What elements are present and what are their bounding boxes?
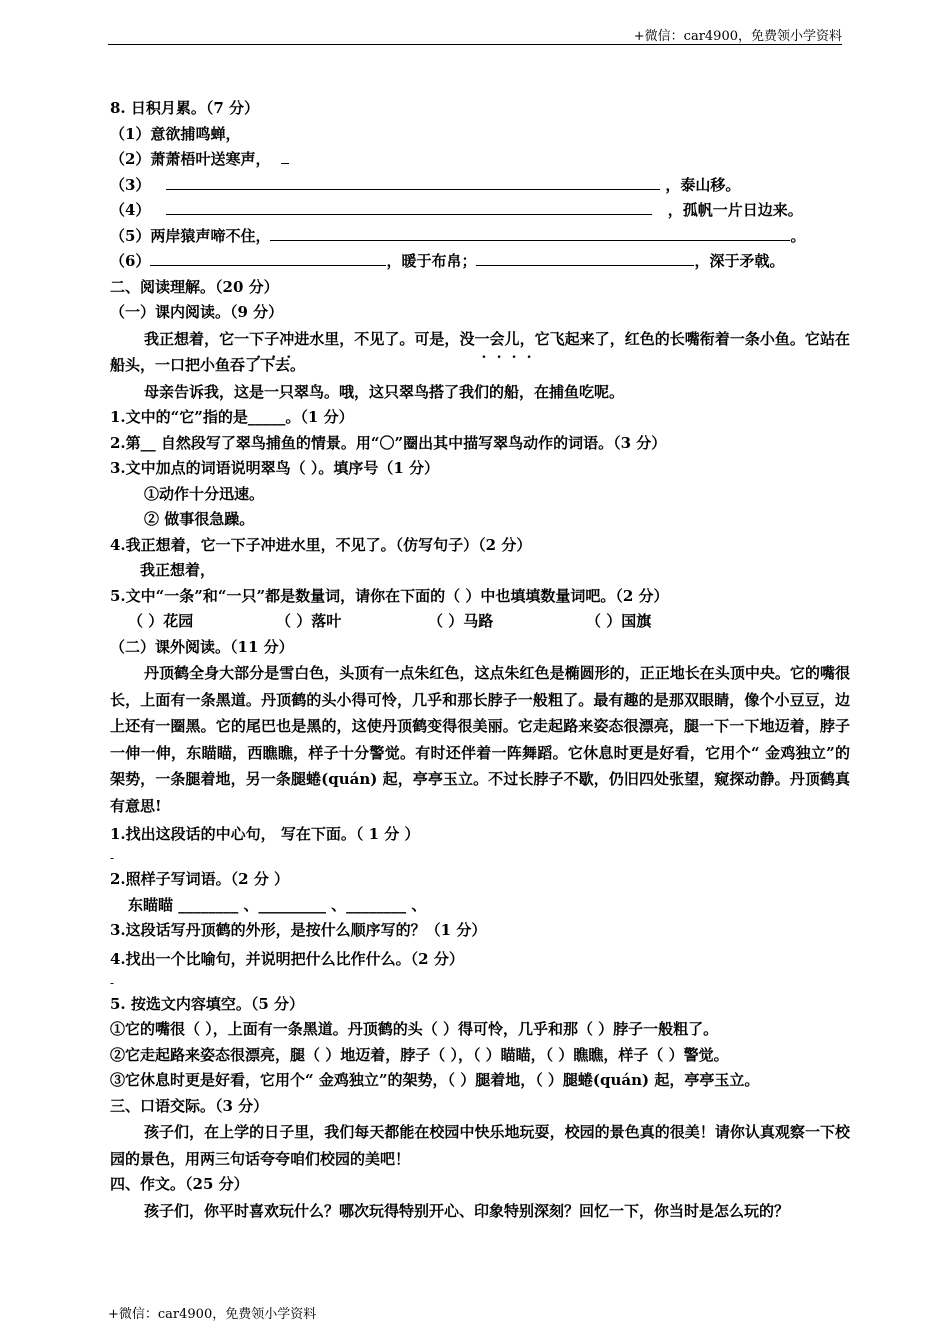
page-footer: +微信：car4900，免费领小学资料 (108, 1307, 317, 1322)
q8-title: 8. 日积月累。（7 分） (110, 99, 260, 117)
q8-line-4: （4） ，孤帆一片日边来。 (110, 198, 850, 224)
passage-kingfisher-1: 我正想着，它一下子冲进水里，不见了。可是，没一会儿，它飞起来了，红色的长嘴衔着一条小鱼。它站在船头，一口把小鱼吞了下去。 (110, 329, 850, 374)
blank[interactable] (166, 173, 660, 190)
passage-crane: 丹顶鹤全身大部分是雪白色，头顶有一点朱红色，这点朱红色是椭圆形的，正正地长在头顶中央。它的嘴很长，上面有一条黑道。丹顶鹤的头小得可怜，几乎和那长脖子一般粗了。最有趣的是那双眼睛，像个小豆豆，边上还有一圈黑。它的尾巴也是黑的，这使丹顶鹤变得很美丽。它走起路来姿态很漂亮，腿一下一下地迈着，脖子一伸一伸，东瞄瞄，西瞧瞧，样子十分警觉。有时还伴着一阵舞蹈。它休息时更是好看，它用个“ 金鸡独立”的架势，一条腿着地，另一条腿蜷(quán) 起，亭亭玉立。不过长脖子不歇，仍旧四处张望，窥探动静。丹顶鹤真有意思! (110, 664, 850, 815)
document-body (110, 96, 850, 1224)
section-3-title: 三、口语交际。（3 分） (110, 1096, 269, 1115)
reading-question-5-a: ①它的嘴很（ ），上面有一条黑道。丹顶鹤的头（ ）得可怜，几乎和那（ ）脖子一般粗了。 (110, 1020, 719, 1038)
dotted-word: 没一会儿 (459, 329, 520, 348)
blank[interactable] (150, 249, 386, 266)
reading-question-3: 3.这段话写丹顶鹤的外形，是按什么顺序写的？（1 分） (110, 921, 487, 939)
option: （ ）落叶 (276, 612, 342, 630)
question-4-answer: 我正想着， (140, 561, 216, 579)
blank[interactable] (270, 224, 790, 241)
section-3-text: 孩子们，在上学的日子里，我们每天都能在校园中快乐地玩耍，校园的景色真的很美！请你认真观察一下校园的景色，用两三句话夸夸咱们校园的美吧！ (110, 1123, 850, 1168)
dotted-word: 一下子 (234, 329, 280, 348)
question-1: 1.文中的“它”指的是_____。（1 分） (110, 408, 354, 426)
reading-question-2: 2.照样子写词语。（2 分 ） (110, 870, 290, 888)
q8-line-1: （1）意欲捕鸣蝉， (110, 124, 241, 143)
q8-line-3: （3） ，泰山移。 (110, 173, 850, 199)
section-4-text: 孩子们，你平时喜欢玩什么？哪次玩得特别开心、印象特别深刻？回忆一下，你当时是怎么玩的？ (144, 1201, 790, 1220)
answer-line: - (110, 975, 115, 990)
question-3-option-1: ①动作十分迅速。 (144, 484, 265, 503)
passage-kingfisher-2: 母亲告诉我，这是一只翠鸟。哦，这只翠鸟搭了我们的船，在捕鱼吃呢。 (144, 382, 625, 401)
section-2-title: 二、阅读理解。（20 分） (110, 277, 279, 296)
question-2: 2.第__ 自然段写了翠鸟捕鱼的情景。用“〇”圈出其中描写翠鸟动作的词语。（3 分） (110, 433, 667, 452)
section-4-title: 四、作文。（25 分） (110, 1175, 249, 1193)
option: （ ）花园 (128, 612, 194, 630)
part-1-title: （一）课内阅读。（9 分） (110, 303, 284, 321)
reading-question-4: 4.找出一个比喻句，并说明把什么比作什么。（2 分） (110, 949, 464, 968)
reading-question-5-b: ②它走起路来姿态很漂亮，腿（ ）地迈着，脖子（ ），（ ）瞄瞄，（ ）瞧瞧，样子（ ）警觉。 (110, 1045, 729, 1064)
question-3: 3.文中加点的词语说明翠鸟（ ）。填序号（1 分） (110, 459, 440, 477)
question-5-options (110, 609, 850, 635)
question-3-option-2: ② 做事很急躁。 (144, 510, 255, 528)
reading-question-2-answer: 东瞄瞄 ________ 、_________ 、________ 、 (128, 895, 427, 914)
reading-question-5-c: ③它休息时更是好看，它用个“ 金鸡独立”的架势，（ ）腿着地，（ ）腿蜷(quán) 起，亭亭玉立。 (110, 1071, 760, 1089)
q8-line-5: （5）两岸猿声啼不住， 。 (110, 224, 850, 250)
reading-question-1: 1.找出这段话的中心句， 写在下面。（ 1 分 ） (110, 825, 420, 843)
question-5: 5.文中“一条”和“一只”都是数量词，请你在下面的（ ）中也填填数量词吧。（2 分） (110, 586, 669, 605)
page-header (108, 22, 842, 45)
reading-question-5: 5. 按选文内容填空。（5 分） (110, 994, 305, 1013)
q8-line-6: （6） ，暖于布帛； ，深于矛戟。 (110, 249, 850, 275)
blank[interactable] (476, 249, 694, 266)
question-4: 4.我正想着，它一下子冲进水里，不见了。（仿写句子）（2 分） (110, 535, 532, 554)
header-watermark: +微信：car4900，免费领小学资料 (633, 29, 842, 44)
q8-line-2: （2）萧萧梧叶送寒声， (110, 147, 850, 173)
option: （ ）国旗 (586, 612, 652, 630)
blank[interactable] (166, 198, 652, 215)
option: （ ）马路 (428, 612, 494, 630)
part-2-title: （二）课外阅读。（11 分） (110, 637, 294, 656)
answer-line: - (110, 851, 115, 865)
